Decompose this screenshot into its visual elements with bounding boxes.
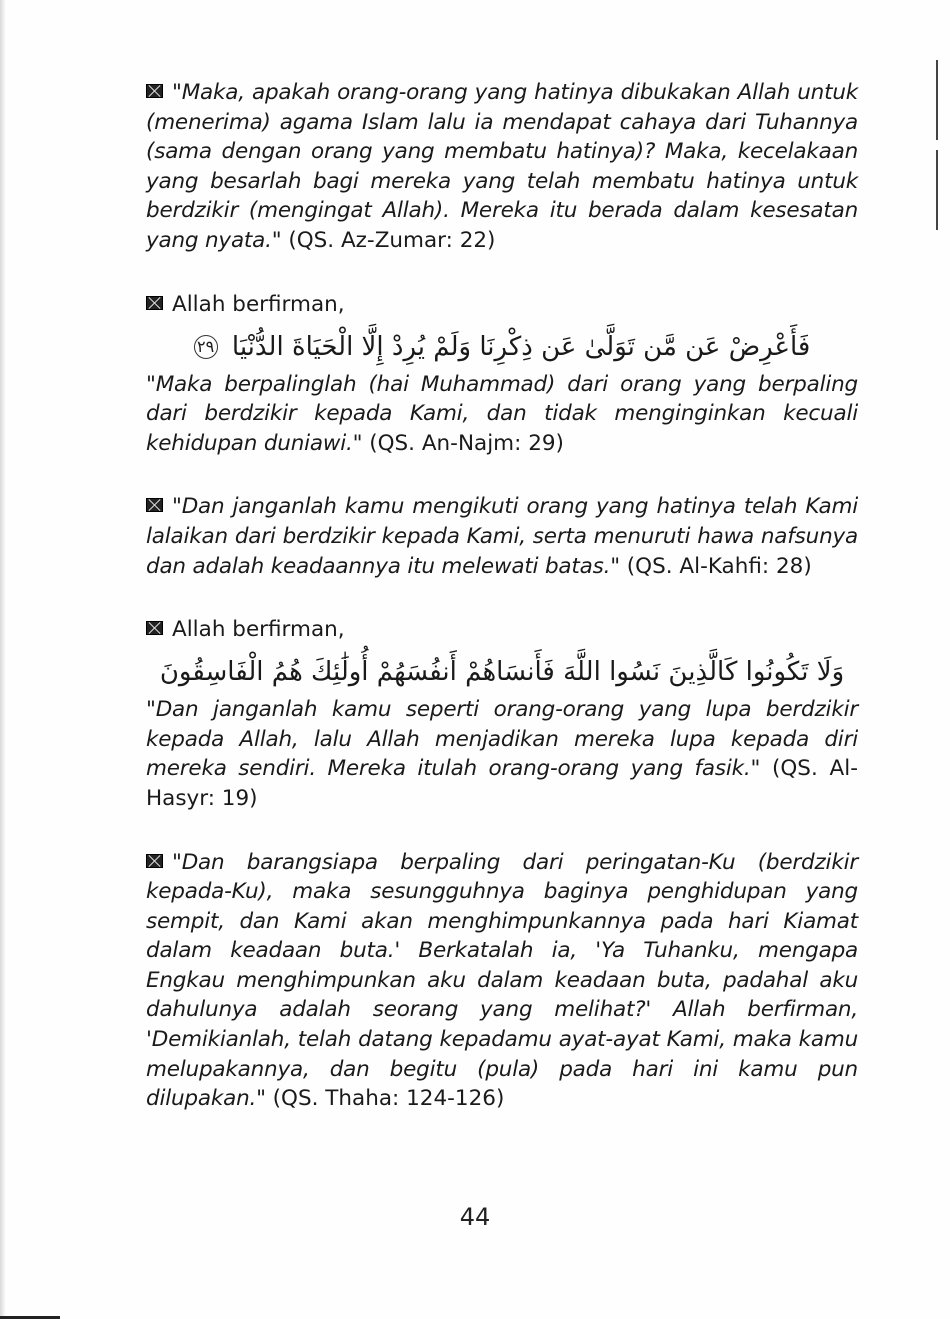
quote-text: "Dan barangsiapa berpaling dari peringatan-Ku (berdzikir kepada-Ku), maka sesungguhnya baginya penghidupan yang sempit, dan Kami akan menghimpunkannya pada hari Kiamat dalam keadaan buta.' Berkatalah ia, 'Ya Tuhanku, mengapa Engkau menghimpunkan aku dalam keadaan buta, padahal aku dahulunya adalah seorang yang melihat?' Allah berfirman, 'Demikianlah, telah datang kepadamu ayat-ayat Kami, maka kamu melupakannya, dan begitu (pula) pada hari ini kamu pun dilupakan." bbox=[146, 849, 858, 1112]
intro-line bbox=[146, 290, 858, 320]
bullet-icon bbox=[146, 84, 163, 98]
intro-text: Allah berfirman, bbox=[172, 291, 345, 317]
quote-reference: (QS. Az-Zumar: 22) bbox=[288, 227, 496, 253]
quote-block-al-hasyr bbox=[146, 695, 858, 813]
quote-reference: (QS. Al-Hasyr: 19) bbox=[146, 756, 858, 811]
bullet-icon bbox=[146, 621, 163, 635]
quote-block-thaha bbox=[146, 848, 858, 1114]
arabic-text: وَلَا تَكُونُوا كَالَّذِينَ نَسُوا اللَّهَ فَأَنسَاهُمْ أَنفُسَهُمْ أُولَٰئِكَ هُمُ الْفَاسِقُونَ bbox=[159, 657, 845, 688]
quote-text: "Maka, apakah orang-orang yang hatinya dibukakan Allah untuk (menerima) agama Islam lalu ia mendapat cahaya dari Tuhannya (sama dengan orang yang membatu hatinya)? Maka, kecelakaan yang besarlah bagi mereka yang telah membatu hatinya untuk berdzikir (mengingat Allah). Mereka itu berada dalam kesesatan yang nyata." bbox=[146, 80, 858, 253]
scan-edge bbox=[0, 0, 6, 1319]
bullet-icon bbox=[146, 498, 163, 512]
quote-text: "Dan janganlah kamu seperti orang-orang yang lupa berdzikir kepada Allah, lalu Allah menjadikan mereka lupa kepada diri mereka sendiri. Mereka itulah orang-orang yang fasik." bbox=[146, 697, 858, 782]
arabic-verse-an-najm bbox=[146, 326, 858, 368]
page-number: 44 bbox=[459, 1203, 491, 1231]
scan-mark bbox=[936, 150, 938, 230]
quote-text: "Maka berpalinglah (hai Muhammad) dari orang yang berpaling dari berdzikir kepada Kami, dan tidak menginginkan kecuali kehidupan duniawi." bbox=[146, 371, 858, 456]
scan-corner-mark bbox=[0, 1302, 60, 1319]
quote-reference: (QS. Thaha: 124-126) bbox=[272, 1086, 505, 1112]
quote-reference: (QS. Al-Kahfi: 28) bbox=[626, 553, 812, 579]
intro-text: Allah berfirman, bbox=[172, 617, 345, 643]
verse-end-mark: ٢٩ bbox=[194, 335, 218, 359]
quote-block-az-zumar bbox=[146, 78, 858, 256]
arabic-text: فَأَعْرِضْ عَن مَّن تَوَلَّىٰ عَن ذِكْرِنَا وَلَمْ يُرِدْ إِلَّا الْحَيَاةَ الدُّنْيَا bbox=[231, 331, 811, 362]
quote-block-al-kahfi bbox=[146, 492, 858, 581]
bullet-icon bbox=[146, 854, 163, 868]
quote-reference: (QS. An-Najm: 29) bbox=[369, 430, 564, 456]
page-content bbox=[146, 78, 858, 1114]
intro-line bbox=[146, 615, 858, 645]
bullet-icon bbox=[146, 296, 163, 310]
quote-text: "Dan janganlah kamu mengikuti orang yang hatinya telah Kami lalaikan dari berdzikir kepada Kami, serta menuruti hawa nafsunya dan adalah keadaannya itu melewati batas." bbox=[146, 494, 858, 579]
arabic-verse-al-hasyr bbox=[146, 651, 858, 693]
quote-block-an-najm bbox=[146, 370, 858, 459]
scan-mark bbox=[936, 60, 938, 140]
